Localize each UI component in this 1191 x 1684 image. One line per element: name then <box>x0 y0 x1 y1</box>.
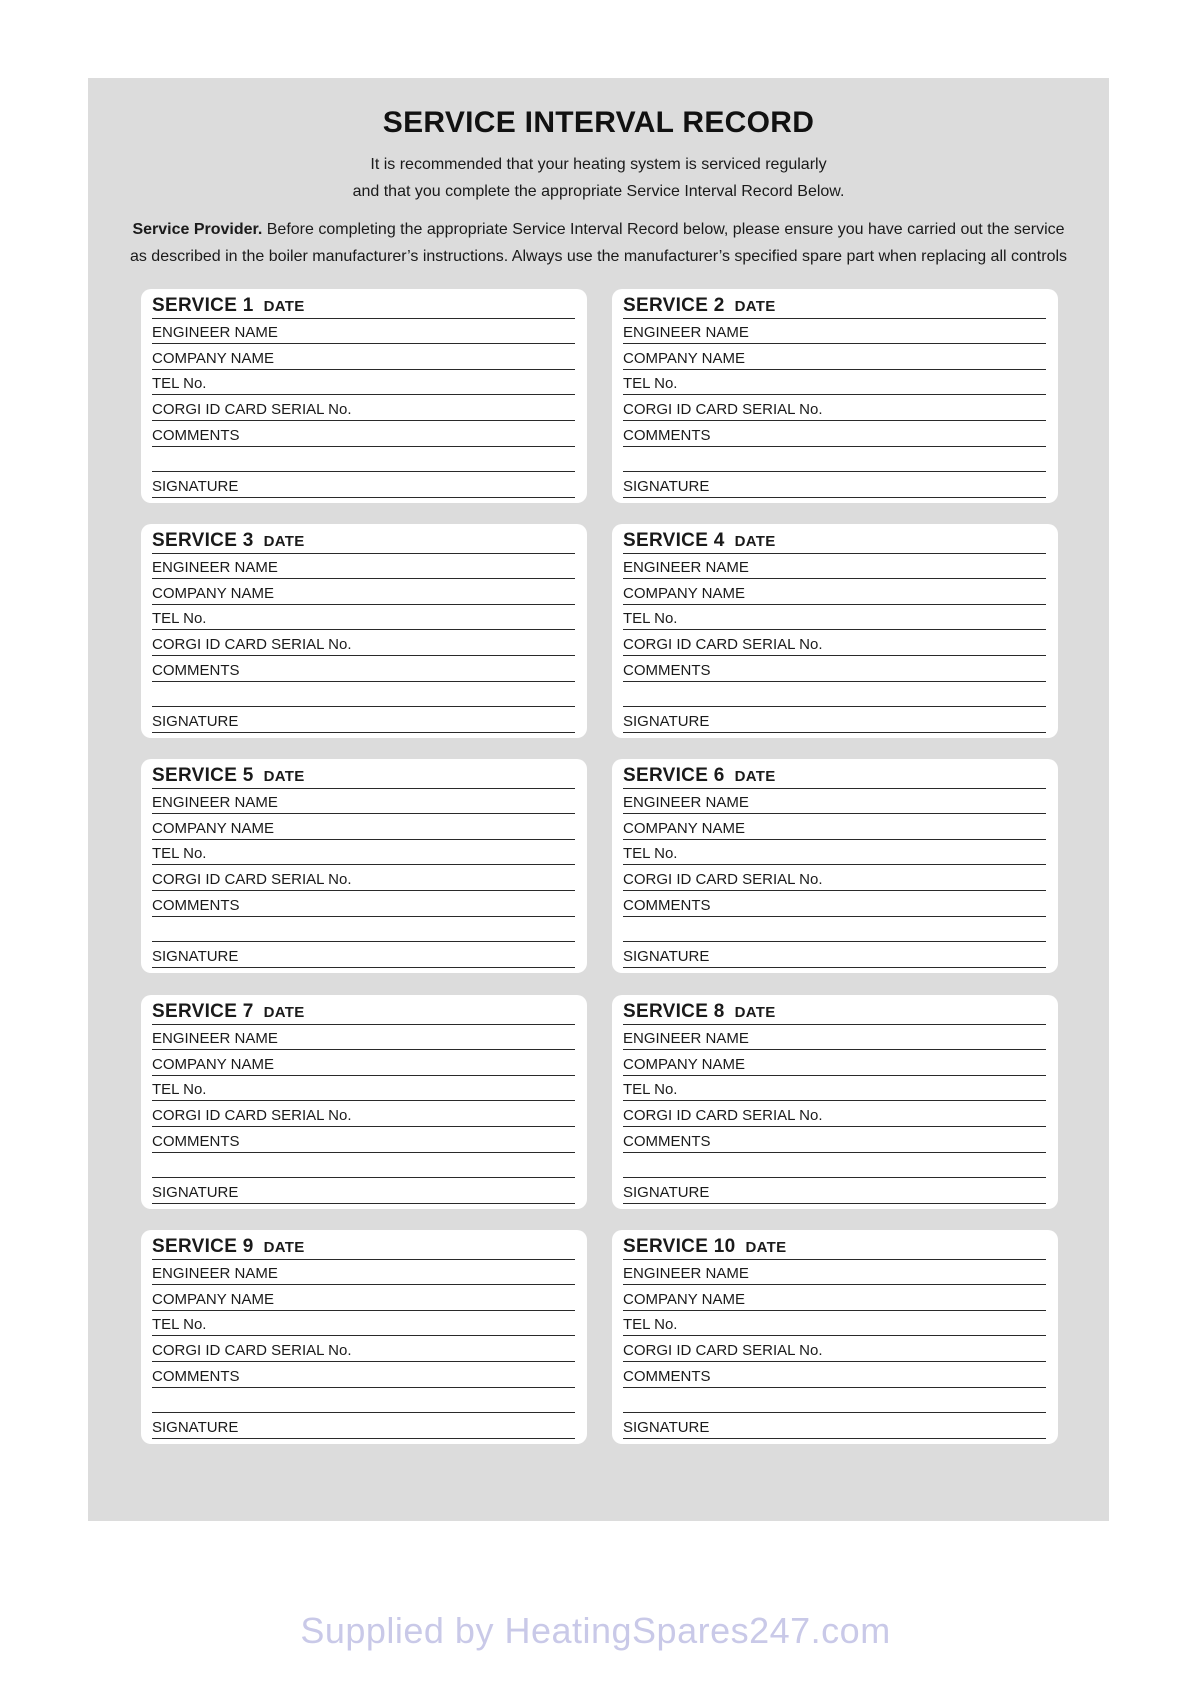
date-field[interactable] <box>152 293 575 319</box>
corgi-serial-field[interactable] <box>152 865 575 891</box>
comments-label: COMMENTS <box>623 1132 711 1150</box>
signature-label: SIGNATURE <box>152 712 239 730</box>
service-number: 4 <box>713 529 725 551</box>
tel-field[interactable] <box>152 605 575 631</box>
comments-continuation-field[interactable] <box>152 682 575 708</box>
date-field[interactable] <box>152 1234 575 1260</box>
comments-label: COMMENTS <box>152 896 240 914</box>
intro-line-1: It is recommended that your heating system is serviced regularly <box>370 156 827 173</box>
company-name-field[interactable] <box>623 579 1046 605</box>
comments-continuation-field[interactable] <box>152 447 575 473</box>
service-record-card-3 <box>141 524 587 738</box>
service-record-card-9 <box>141 1230 587 1444</box>
provider-note-line-1 <box>128 221 1069 239</box>
supplier-watermark: Supplied by HeatingSpares247.com <box>300 1610 891 1651</box>
service-heading <box>152 765 305 787</box>
signature-field[interactable] <box>623 707 1046 733</box>
corgi-serial-label: CORGI ID CARD SERIAL No. <box>623 1106 823 1124</box>
company-name-label: COMPANY NAME <box>623 584 745 602</box>
company-name-field[interactable] <box>623 1285 1046 1311</box>
engineer-name-field[interactable] <box>152 554 575 580</box>
date-field[interactable] <box>152 999 575 1025</box>
signature-label: SIGNATURE <box>623 1418 710 1436</box>
tel-label: TEL No. <box>623 1316 678 1334</box>
comments-field[interactable] <box>152 891 575 917</box>
comments-field[interactable] <box>152 421 575 447</box>
corgi-serial-field[interactable] <box>623 395 1046 421</box>
service-record-card-1 <box>141 289 587 503</box>
tel-label: TEL No. <box>152 1316 207 1334</box>
signature-field[interactable] <box>623 942 1046 968</box>
engineer-name-field[interactable] <box>623 554 1046 580</box>
comments-continuation-field[interactable] <box>152 1153 575 1179</box>
tel-field[interactable] <box>152 840 575 866</box>
service-heading <box>152 1236 305 1258</box>
signature-field[interactable] <box>152 472 575 498</box>
company-name-label: COMPANY NAME <box>623 1290 745 1308</box>
date-field[interactable] <box>623 528 1046 554</box>
signature-field[interactable] <box>152 1178 575 1204</box>
service-word: SERVICE <box>152 1000 238 1022</box>
service-number: 3 <box>242 529 254 551</box>
date-label: DATE <box>734 532 776 550</box>
comments-continuation-field[interactable] <box>623 447 1046 473</box>
service-word: SERVICE <box>152 529 238 551</box>
company-name-label: COMPANY NAME <box>152 349 274 367</box>
service-number: 8 <box>713 1000 725 1022</box>
engineer-name-label: ENGINEER NAME <box>152 1030 278 1048</box>
engineer-name-label: ENGINEER NAME <box>152 1265 278 1283</box>
service-word: SERVICE <box>623 764 709 786</box>
service-word: SERVICE <box>152 764 238 786</box>
tel-field[interactable] <box>623 605 1046 631</box>
service-record-card-5 <box>141 759 587 973</box>
service-heading <box>152 530 305 552</box>
comments-continuation-field[interactable] <box>152 1388 575 1414</box>
date-label: DATE <box>263 532 305 550</box>
engineer-name-label: ENGINEER NAME <box>623 1265 749 1283</box>
company-name-field[interactable] <box>152 814 575 840</box>
tel-label: TEL No. <box>623 610 678 628</box>
comments-field[interactable] <box>623 421 1046 447</box>
service-heading <box>623 1001 776 1023</box>
company-name-label: COMPANY NAME <box>623 1055 745 1073</box>
tel-label: TEL No. <box>623 845 678 863</box>
service-number: 6 <box>713 764 725 786</box>
corgi-serial-label: CORGI ID CARD SERIAL No. <box>152 1106 352 1124</box>
engineer-name-field[interactable] <box>152 1260 575 1286</box>
corgi-serial-label: CORGI ID CARD SERIAL No. <box>152 1341 352 1359</box>
provider-label: Service Provider. <box>132 221 263 238</box>
service-number: 9 <box>242 1235 254 1257</box>
comments-field[interactable] <box>623 1127 1046 1153</box>
engineer-name-field[interactable] <box>623 789 1046 815</box>
service-record-card-2 <box>612 289 1058 503</box>
date-label: DATE <box>734 297 776 315</box>
provider-note-line-2: as described in the boiler manufacturer’s instructions. Always use the manufacturer’s specified spare part when replacing all controls <box>129 248 1068 265</box>
comments-continuation-field[interactable] <box>152 917 575 943</box>
company-name-label: COMPANY NAME <box>152 1055 274 1073</box>
tel-label: TEL No. <box>623 1081 678 1099</box>
engineer-name-label: ENGINEER NAME <box>623 324 749 342</box>
date-field[interactable] <box>623 999 1046 1025</box>
engineer-name-field[interactable] <box>152 1025 575 1051</box>
engineer-name-label: ENGINEER NAME <box>623 1030 749 1048</box>
signature-field[interactable] <box>623 1178 1046 1204</box>
date-field[interactable] <box>623 763 1046 789</box>
service-word: SERVICE <box>623 294 709 316</box>
date-label: DATE <box>734 767 776 785</box>
tel-field[interactable] <box>623 370 1046 396</box>
company-name-label: COMPANY NAME <box>623 349 745 367</box>
comments-label: COMMENTS <box>152 661 240 679</box>
corgi-serial-field[interactable] <box>152 630 575 656</box>
comments-label: COMMENTS <box>623 1367 711 1385</box>
service-word: SERVICE <box>152 294 238 316</box>
engineer-name-field[interactable] <box>152 789 575 815</box>
corgi-serial-field[interactable] <box>152 1101 575 1127</box>
date-label: DATE <box>263 1238 305 1256</box>
service-word: SERVICE <box>623 1235 709 1257</box>
company-name-label: COMPANY NAME <box>152 584 274 602</box>
company-name-field[interactable] <box>152 579 575 605</box>
engineer-name-label: ENGINEER NAME <box>623 559 749 577</box>
signature-field[interactable] <box>152 1413 575 1439</box>
corgi-serial-label: CORGI ID CARD SERIAL No. <box>623 635 823 653</box>
service-heading <box>152 295 305 317</box>
date-field[interactable] <box>152 763 575 789</box>
service-word: SERVICE <box>623 529 709 551</box>
signature-field[interactable] <box>152 942 575 968</box>
comments-field[interactable] <box>623 656 1046 682</box>
date-field[interactable] <box>152 528 575 554</box>
corgi-serial-label: CORGI ID CARD SERIAL No. <box>623 870 823 888</box>
tel-field[interactable] <box>152 1076 575 1102</box>
tel-field[interactable] <box>623 840 1046 866</box>
signature-label: SIGNATURE <box>152 947 239 965</box>
date-field[interactable] <box>623 293 1046 319</box>
service-word: SERVICE <box>623 1000 709 1022</box>
company-name-field[interactable] <box>152 1285 575 1311</box>
signature-label: SIGNATURE <box>623 477 710 495</box>
service-heading <box>623 1236 786 1258</box>
comments-label: COMMENTS <box>623 896 711 914</box>
date-label: DATE <box>263 767 305 785</box>
corgi-serial-field[interactable] <box>623 865 1046 891</box>
service-number: 1 <box>242 294 254 316</box>
engineer-name-label: ENGINEER NAME <box>152 794 278 812</box>
service-record-card-4 <box>612 524 1058 738</box>
service-record-card-7 <box>141 995 587 1209</box>
signature-field[interactable] <box>623 472 1046 498</box>
comments-field[interactable] <box>623 891 1046 917</box>
company-name-label: COMPANY NAME <box>623 819 745 837</box>
service-number: 5 <box>242 764 254 786</box>
signature-label: SIGNATURE <box>152 1183 239 1201</box>
service-heading <box>152 1001 305 1023</box>
comments-label: COMMENTS <box>623 426 711 444</box>
intro-line-2: and that you complete the appropriate Service Interval Record Below. <box>352 183 845 200</box>
service-record-card-6 <box>612 759 1058 973</box>
comments-field[interactable] <box>152 1127 575 1153</box>
service-heading <box>623 765 776 787</box>
signature-label: SIGNATURE <box>152 477 239 495</box>
company-name-field[interactable] <box>623 1050 1046 1076</box>
service-number: 2 <box>713 294 725 316</box>
date-label: DATE <box>263 1003 305 1021</box>
engineer-name-field[interactable] <box>623 1260 1046 1286</box>
company-name-field[interactable] <box>152 344 575 370</box>
engineer-name-label: ENGINEER NAME <box>152 559 278 577</box>
tel-label: TEL No. <box>152 375 207 393</box>
tel-label: TEL No. <box>152 845 207 863</box>
provider-note-text: Before completing the appropriate Service Interval Record below, please ensure you have carried out the service <box>262 221 1065 238</box>
company-name-field[interactable] <box>623 344 1046 370</box>
comments-field[interactable] <box>152 656 575 682</box>
tel-label: TEL No. <box>152 610 207 628</box>
signature-label: SIGNATURE <box>152 1418 239 1436</box>
tel-field[interactable] <box>152 370 575 396</box>
signature-label: SIGNATURE <box>623 947 710 965</box>
corgi-serial-label: CORGI ID CARD SERIAL No. <box>152 870 352 888</box>
corgi-serial-label: CORGI ID CARD SERIAL No. <box>623 1341 823 1359</box>
service-word: SERVICE <box>152 1235 238 1257</box>
service-heading <box>623 530 776 552</box>
corgi-serial-label: CORGI ID CARD SERIAL No. <box>152 400 352 418</box>
company-name-field[interactable] <box>623 814 1046 840</box>
corgi-serial-field[interactable] <box>623 630 1046 656</box>
corgi-serial-field[interactable] <box>152 1336 575 1362</box>
tel-field[interactable] <box>152 1311 575 1337</box>
comments-label: COMMENTS <box>623 661 711 679</box>
tel-field[interactable] <box>623 1076 1046 1102</box>
tel-label: TEL No. <box>623 375 678 393</box>
comments-continuation-field[interactable] <box>623 1153 1046 1179</box>
company-name-field[interactable] <box>152 1050 575 1076</box>
date-label: DATE <box>734 1003 776 1021</box>
engineer-name-label: ENGINEER NAME <box>623 794 749 812</box>
engineer-name-field[interactable] <box>623 1025 1046 1051</box>
service-record-card-10 <box>612 1230 1058 1444</box>
comments-field[interactable] <box>152 1362 575 1388</box>
corgi-serial-label: CORGI ID CARD SERIAL No. <box>152 635 352 653</box>
service-number: 7 <box>242 1000 254 1022</box>
tel-field[interactable] <box>623 1311 1046 1337</box>
company-name-label: COMPANY NAME <box>152 819 274 837</box>
service-record-card-8 <box>612 995 1058 1209</box>
date-field[interactable] <box>623 1234 1046 1260</box>
comments-continuation-field[interactable] <box>623 1388 1046 1414</box>
corgi-serial-field[interactable] <box>152 395 575 421</box>
signature-label: SIGNATURE <box>623 712 710 730</box>
corgi-serial-field[interactable] <box>623 1101 1046 1127</box>
service-number: 10 <box>713 1235 736 1257</box>
signature-field[interactable] <box>152 707 575 733</box>
corgi-serial-field[interactable] <box>623 1336 1046 1362</box>
engineer-name-field[interactable] <box>623 319 1046 345</box>
date-label: DATE <box>745 1238 787 1256</box>
service-heading <box>623 295 776 317</box>
company-name-label: COMPANY NAME <box>152 1290 274 1308</box>
comments-continuation-field[interactable] <box>623 682 1046 708</box>
comments-label: COMMENTS <box>152 426 240 444</box>
tel-label: TEL No. <box>152 1081 207 1099</box>
comments-field[interactable] <box>623 1362 1046 1388</box>
signature-label: SIGNATURE <box>623 1183 710 1201</box>
date-label: DATE <box>263 297 305 315</box>
comments-label: COMMENTS <box>152 1367 240 1385</box>
comments-continuation-field[interactable] <box>623 917 1046 943</box>
page-title: SERVICE INTERVAL RECORD <box>382 106 815 139</box>
comments-label: COMMENTS <box>152 1132 240 1150</box>
engineer-name-field[interactable] <box>152 319 575 345</box>
signature-field[interactable] <box>623 1413 1046 1439</box>
corgi-serial-label: CORGI ID CARD SERIAL No. <box>623 400 823 418</box>
engineer-name-label: ENGINEER NAME <box>152 324 278 342</box>
record-panel <box>88 78 1109 1521</box>
